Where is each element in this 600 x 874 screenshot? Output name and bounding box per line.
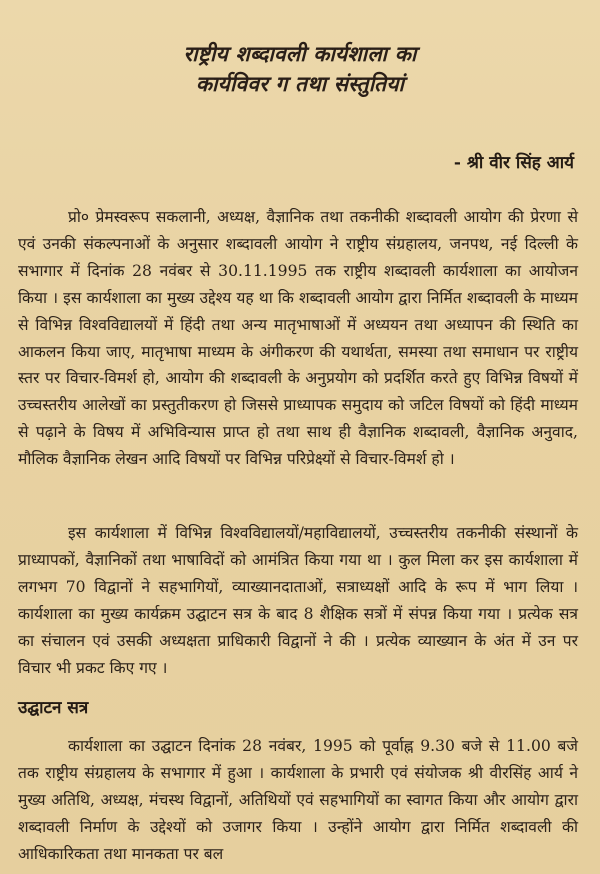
article-title-line-1: राष्ट्रीय शब्दावली कार्यशाला का xyxy=(183,41,417,66)
article-title-line-2: कार्यविवर ग तथा संस्तुतियां xyxy=(195,71,405,96)
body-paragraph-3: कार्यशाला का उद्घाटन दिनांक 28 नवंबर, 1995 को पूर्वाह्न 9.30 बजे से 11.00 बजे तक राष्ट्रीय संग्रहालय के सभागार में हुआ । कार्यशाला के प्रभारी एवं संयोजक श्री वीरसिंह आर्य ने मुख्य अतिथि, अध्यक्ष, मंचस्थ विद्वानों, अतिथियों एवं सहभागियों का स्वागत किया और आयोग द्वारा शब्दावली निर्माण के उद्देश्यों को उजागर किया । उन्होंने आयोग द्वारा निर्मित शब्दावली की आधिकारिकता तथा मानकता पर बल xyxy=(18,737,578,863)
body-paragraph-1: प्रो० प्रेमस्वरूप सकलानी, अध्यक्ष, वैज्ञानिक तथा तकनीकी शब्दावली आयोग की प्रेरणा से एवं उनकी संकल्पनाओं के अनुसार शब्दावली आयोग ने राष्ट्रीय संग्रहालय, जनपथ, नई दिल्ली के सभागार में दिनांक 28 नवंबर से 30.11.1995 तक राष्ट्रीय शब्दावली कार्यशाला का आयोजन किया । इस कार्यशाला का मुख्य उद्देश्य यह था कि शब्दावली आयोग द्वारा निर्मित शब्दावली के माध्यम से विभिन्न विश्वविद्यालयों में हिंदी तथा अन्य मातृभाषाओं में अध्ययन तथा अध्यापन की स्थिति का आकलन किया जाए, मातृभाषा माध्यम के अंगीकरण की यथार्थता, समस्या तथा समाधान पर राष्ट्रीय स्तर पर विचार-विमर्श हो, आयोग की शब्दावली के अनुप्रयोग को प्रदर्शित करते हुए विभिन्न विषयों में उच्चस्तरीय आलेखों का प्रस्तुतीकरण हो जिससे प्राध्यापक समुदाय को जटिल विषयों को हिंदी माध्यम से पढ़ाने के विषय में अभिविन्यास प्राप्त हो तथा साथ ही वैज्ञानिक शब्दावली, वैज्ञानिक अनुवाद, मौलिक वैज्ञानिक लेखन आदि विषयों पर विभिन्न परिप्रेक्ष्यों से विचार-विमर्श हो । xyxy=(18,208,578,469)
section-heading-inauguration: उद्घाटन सत्र xyxy=(18,698,89,718)
author-byline: - श्री वीर सिंह आर्य xyxy=(453,153,574,173)
body-paragraph-2: इस कार्यशाला में विभिन्न विश्वविद्यालयों/महाविद्यालयों, उच्चस्तरीय तकनीकी संस्थानों के प्राध्यापकों, वैज्ञानिकों तथा भाषाविदों को आमंत्रित किया गया था । कुल मिला कर इस कार्यशाला में लगभग 70 विद्वानों ने सहभागियों, व्याख्यानदाताओं, सत्राध्यक्षों आदि के रूप में भाग लिया । कार्यशाला का मुख्य कार्यक्रम उद्घाटन सत्र के बाद 8 शैक्षिक सत्रों में संपन्न किया गया । प्रत्येक सत्र का संचालन एवं उसकी अध्यक्षता प्राधिकारी विद्वानों ने की । प्रत्येक व्याख्यान के अंत में उन पर विचार भी प्रकट किए गए । xyxy=(18,524,578,677)
